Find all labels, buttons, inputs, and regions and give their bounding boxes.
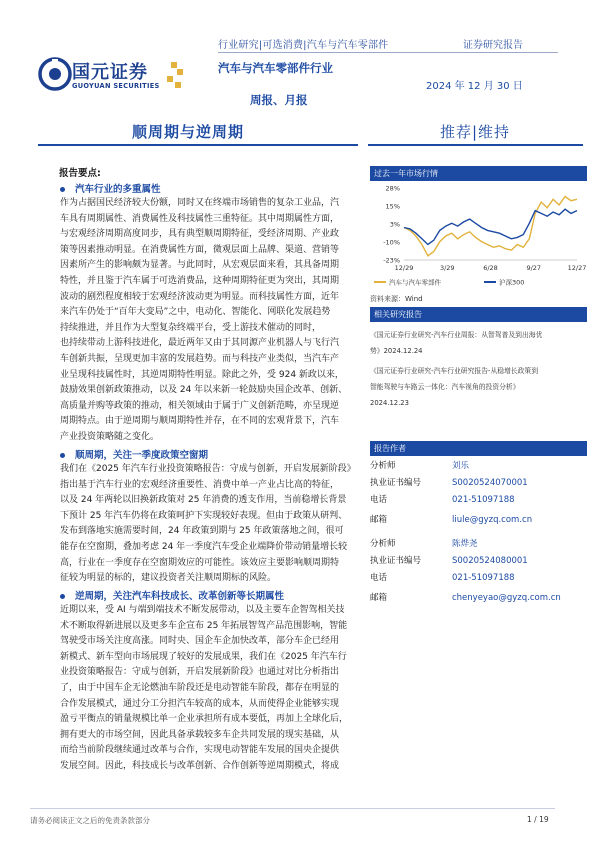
footer-divider [30, 808, 555, 809]
page-number: 1 / 19 [527, 815, 549, 824]
related-report-line[interactable]: 《国元证券行业研究-汽车行业研究报告-从稳增长政策到 [370, 367, 539, 375]
y-tick-label: -23% [383, 256, 400, 265]
company-name-en: GUOYUAN SECURITIES [72, 82, 160, 90]
related-report-line: 智能驾驶与车路云一体化：汽车视角的投资分析》 [370, 383, 520, 391]
related-reports [370, 327, 583, 411]
analyst-label: 分析师 [370, 539, 396, 549]
rating: 推荐|维持 [440, 123, 511, 141]
x-tick-label: 12/29 [394, 264, 414, 272]
section-body-2: 我们在《2025 年汽车行业投资策略报告：守成与创新，开启发展新阶段》 指出基于汽车行业的宏观经济重要性、消费中单一产业占比高的特征， 以及 24 年两轮以旧换新政策对 25 年消费的透支作用，当前稳增长背景 下预计 25 年汽车仍将在政策呵护下实现较好表现。但由于政策从研判、 发布到落地实施需要时间，24 年政策到期与 25 年政策落地之间，很可 能存在空窗期，叠加考虑 24 年一季度汽车受企业端降价带动销量增长较 高，行业在一季度存在空窗期效应的可能性。该效应主要影响顺周期特 征较为明显的标的，建议投资者关注顺周期标的风险。 [60, 464, 356, 584]
section-heading-2: 顺周期，关注一季度政策空窗期 [60, 447, 208, 461]
series-line-0 [404, 197, 577, 256]
y-tick-label: -10% [383, 238, 400, 247]
email-link[interactable]: liule@gyzq.com.cn [452, 515, 533, 525]
legend-label: 汽车与汽车零部件 [389, 278, 441, 287]
license-number: S0020524070001 [452, 478, 528, 488]
related-report-line[interactable]: 《国元证券行业研究-汽车行业周报：从智驾普及到出海优 [370, 331, 543, 339]
related-report-line: 势》2024.12.24 [370, 347, 423, 355]
email-link[interactable]: chenyeyao@gyzq.com.cn [452, 593, 561, 603]
license-label: 执业证书编号 [370, 556, 422, 566]
email-label: 邮箱 [370, 593, 388, 603]
header-nav: 行业研究|可选消费|汽车与汽车零部件 [218, 40, 389, 51]
analyst-label: 分析师 [370, 461, 396, 471]
related-report-line: 2024.12.23 [370, 399, 409, 407]
legend-label: 沪深300 [499, 278, 525, 287]
report-date: 2024 年 12 月 30 日 [426, 81, 523, 92]
trend-section-header: 过去一年市场行情 [370, 166, 587, 181]
y-tick-label: 3% [389, 220, 400, 229]
section-body-3: 近期以来，受 AI 与端到端技术不断发展带动，以及主要车企智驾相关技 术不断取得新进展以及更多车企宣布 25 年拓展智驾产品范围影响，智能 驾驶受市场关注度高涨。同时央、国企车企加快改革，部分车企已经用 新模式、新车型向市场展现了较好的发展成果，我们在《2025 年汽车行 业投资策略报告：守成与创新，开启发展新阶段》也通过对比分析指出 了，由于中国车企无论燃油车阶段还是电动智能车阶段，都存在明显的 合作发展模式，通过分工分担汽车较高的成本，从而使得企业能够实现 盈亏平衡点的销量规模比单一企业承担所有成本要低，再加上全球化后， 拥有更大的市场空间，因此具备承载较多车企共同发展的现实基础，从 而给当前阶段继续通过改革与合作，实现电动智能车发展的国央企提供 发展空间。因此，科技成长与改革创新、合作创新等逆周期模式，将成 [60, 605, 349, 771]
title-underline-right [368, 144, 583, 146]
trend-chart [370, 182, 587, 290]
section-body-1: 作为占据国民经济较大份额，同时又在终端市场销售的复杂工业品，汽 车具有周期属性、消费属性及科技属性三重特征。其中周期属性方面， 与宏观经济周期高度同步，具有典型顺周期特征，受经济周期、产业政 策等因素推动明显。在消费属性方面，微观层面上品牌、渠道、营销等 因素所产生的影响颇为显著。与此同时，从宏观层面来看，其具备周期 特性，并且鉴于汽车属于可选消费品，这种周期特征更为突出，其周期 波动的剧烈程度相较于宏观经济波动更为明显。而科技属性方面，近年 来汽车仍处于“百年大变局”之中，电动化、智能化、网联化发展趋势 持续推进，并且作为大型复杂终端平台，受上游技术催动的同时， 也持续带动上游科技进化，最近两年又由于其同源产业机器人与飞行汽 车创新共振，呈现更加丰富的发展趋势。而与科技产业类似，当汽车产 业呈现科技属性时，其逆周期特性明显。除此之外，受 924 新政以来， 鼓励效果创新政策推动，以及 24 年以来新一轮鼓励央国企改革、创新、 高质量并购等政策的推动，相关领域由于属于广义创新范畴，亦呈现逆 周期特点。由于逆周期与顺周期特性并存，在不同的宏观背景下，汽车 产业投资策略随之变化。 [60, 198, 348, 442]
analyst-name: 刘乐 [452, 461, 470, 471]
phone-label: 电话 [370, 495, 388, 505]
license-number: S0020524080001 [452, 556, 528, 566]
x-tick-label: 3/29 [439, 264, 455, 272]
company-logo-icon [38, 57, 72, 91]
license-label: 执业证书编号 [370, 478, 422, 488]
phone-number: 021-51097188 [452, 573, 515, 583]
analyst-name: 陈烨尧 [452, 539, 478, 549]
x-tick-label: 9/27 [526, 264, 542, 272]
footer-disclaimer: 请务必阅读正文之后的免责条款部分 [30, 816, 150, 825]
phone-number: 021-51097188 [452, 495, 515, 505]
key-points-label: 报告要点: [59, 168, 101, 179]
email-label: 邮箱 [370, 515, 388, 525]
report-title: 顺周期与逆周期 [132, 123, 245, 141]
report-series: 周报、月报 [250, 93, 308, 107]
analyst-card-2 [370, 536, 561, 607]
analyst-card-1 [370, 458, 532, 529]
phone-label: 电话 [370, 573, 388, 583]
y-tick-label: 28% [385, 184, 400, 193]
report-type: 证券研究报告 [463, 40, 523, 51]
company-name: 国元证券 [72, 62, 148, 83]
series-line-1 [404, 209, 577, 244]
contact-section-header: 报告作者 [370, 441, 587, 456]
section-heading-1: 汽车行业的多重属性 [60, 181, 161, 195]
related-section-header: 相关研究报告 [370, 307, 587, 322]
y-tick-label: 15% [385, 202, 400, 211]
x-tick-label: 6/28 [483, 264, 498, 272]
header-divider [218, 52, 558, 53]
title-underline-left [38, 144, 358, 146]
chart-source: 资料来源：Wind [370, 295, 423, 303]
industry-title: 汽车与汽车零部件行业 [218, 61, 333, 75]
section-heading-3: 逆周期，关注汽车科技成长、改革创新等长期属性 [60, 588, 284, 602]
x-tick-label: 12/27 [567, 264, 587, 272]
logo-accent-icon [165, 60, 187, 90]
